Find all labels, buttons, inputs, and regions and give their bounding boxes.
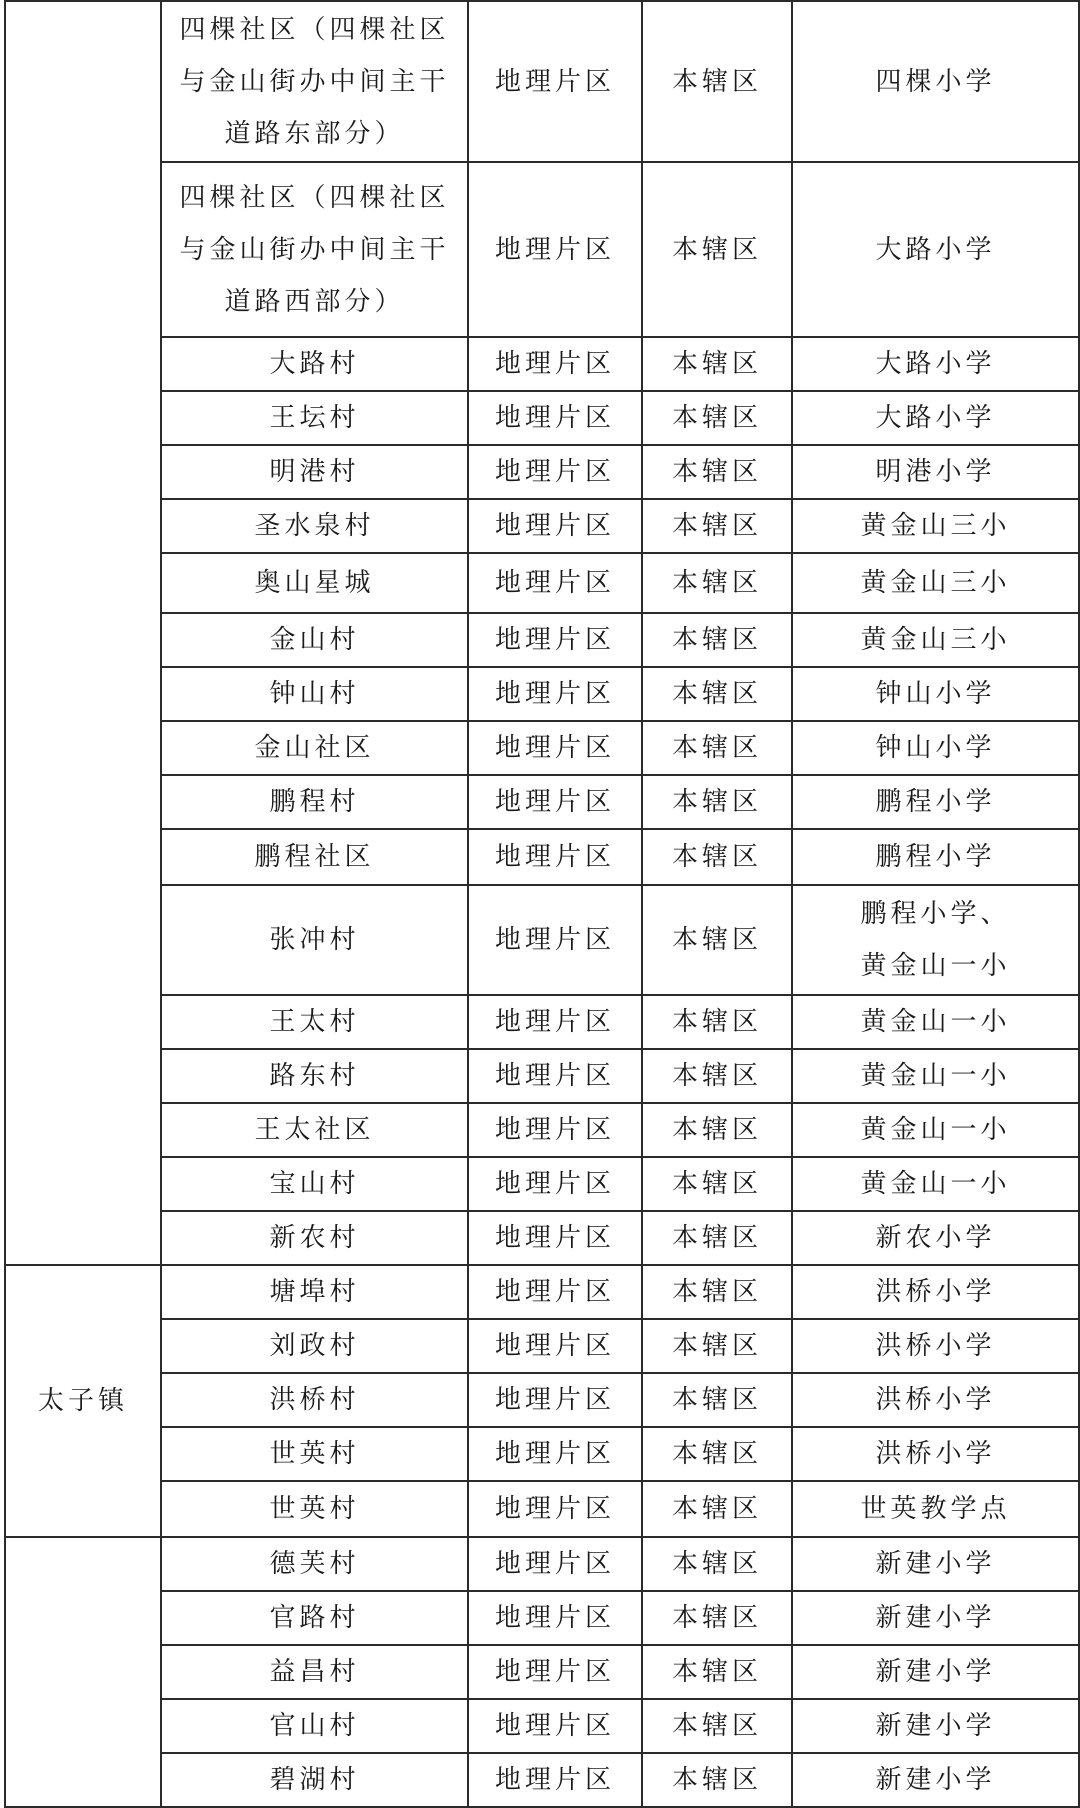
school-district-table: [4, 0, 1080, 1808]
school-cell-line: 新建小学: [875, 1603, 996, 1633]
community-cell-line: 官山村: [269, 1711, 360, 1741]
zone-type-cell: 地理片区: [468, 1537, 642, 1591]
school-cell: [792, 1, 1079, 162]
zone-type-cell: 地理片区: [468, 995, 642, 1049]
zone-type-cell: 地理片区: [468, 1103, 642, 1157]
community-cell: [161, 1645, 468, 1699]
community-cell: [161, 337, 468, 391]
district-cell: 本辖区: [642, 1049, 792, 1103]
community-cell-line: 鹏程村: [269, 787, 360, 817]
school-cell: [792, 445, 1079, 499]
zone-type-cell: 地理片区: [468, 613, 642, 667]
district-cell: 本辖区: [642, 995, 792, 1049]
school-cell-line: 四棵小学: [875, 66, 996, 97]
community-cell: [161, 1591, 468, 1645]
zone-type-cell: 地理片区: [468, 667, 642, 721]
community-cell-line: 鹏程社区: [254, 842, 375, 872]
school-cell-line: 黄金山一小: [860, 1061, 1011, 1091]
community-cell-line: 与金山街办中间主干: [179, 66, 450, 97]
district-cell: 本辖区: [642, 162, 792, 337]
zone-type-cell: 地理片区: [468, 775, 642, 829]
community-cell-line: 王太村: [269, 1007, 360, 1037]
district-cell: 本辖区: [642, 1699, 792, 1753]
zone-type-cell: 地理片区: [468, 1481, 642, 1537]
community-cell-line: 四棵社区（四棵社区: [179, 14, 450, 45]
table-row: [5, 1537, 1079, 1591]
school-cell: [792, 829, 1079, 885]
zone-type-cell: 地理片区: [468, 1753, 642, 1807]
community-cell-line: 王坛村: [269, 403, 360, 433]
school-cell-line: 新建小学: [875, 1549, 996, 1579]
community-cell: [161, 721, 468, 775]
community-cell: [161, 885, 468, 995]
zone-type-cell: 地理片区: [468, 391, 642, 445]
district-cell: 本辖区: [642, 1753, 792, 1807]
table-row: [5, 667, 1079, 721]
community-cell-line: 路东村: [269, 1061, 360, 1091]
zone-type-cell: 地理片区: [468, 1211, 642, 1265]
community-cell: [161, 667, 468, 721]
community-cell-line: 圣水泉村: [254, 511, 375, 541]
table-row: [5, 1, 1079, 162]
table-row: [5, 1645, 1079, 1699]
school-cell-line: 鹏程小学: [875, 842, 996, 872]
zone-type-cell: 地理片区: [468, 721, 642, 775]
school-cell-line: 黄金山三小: [860, 568, 1011, 598]
school-cell: [792, 1319, 1079, 1373]
zone-type-cell: 地理片区: [468, 1427, 642, 1481]
table-row: [5, 775, 1079, 829]
zone-type-cell: 地理片区: [468, 1, 642, 162]
community-cell: [161, 1265, 468, 1319]
community-cell: [161, 775, 468, 829]
table-row: [5, 337, 1079, 391]
community-cell-line: 张冲村: [269, 925, 360, 955]
table-row: [5, 1373, 1079, 1427]
zone-type-cell: 地理片区: [468, 1645, 642, 1699]
school-cell-line: 大路小学: [875, 403, 996, 433]
zone-type-cell: 地理片区: [468, 1157, 642, 1211]
table-row: [5, 391, 1079, 445]
district-cell: 本辖区: [642, 667, 792, 721]
community-cell-line: 与金山街办中间主干: [179, 234, 450, 265]
district-cell: 本辖区: [642, 1211, 792, 1265]
district-cell: 本辖区: [642, 1, 792, 162]
community-cell-line: 王太社区: [254, 1115, 375, 1145]
community-cell: [161, 1211, 468, 1265]
district-cell: 本辖区: [642, 499, 792, 553]
zone-type-cell: 地理片区: [468, 1265, 642, 1319]
community-cell: [161, 391, 468, 445]
community-cell-line: 奥山星城: [254, 568, 375, 598]
school-cell: [792, 162, 1079, 337]
school-cell-line: 钟山小学: [875, 679, 996, 709]
table-row: [5, 499, 1079, 553]
table-row: [5, 1157, 1079, 1211]
district-cell: 本辖区: [642, 553, 792, 613]
community-cell-line: 道路西部分）: [224, 286, 405, 317]
community-cell: [161, 1427, 468, 1481]
community-cell-line: 四棵社区（四棵社区: [179, 182, 450, 213]
community-cell: [161, 613, 468, 667]
community-cell-line: 道路东部分）: [224, 118, 405, 149]
table-row: [5, 829, 1079, 885]
school-cell: [792, 775, 1079, 829]
school-cell-line: 鹏程小学: [875, 787, 996, 817]
community-cell-line: 金山社区: [254, 733, 375, 763]
school-cell: [792, 885, 1079, 995]
table-row: [5, 445, 1079, 499]
table-row: [5, 1699, 1079, 1753]
district-cell: 本辖区: [642, 1319, 792, 1373]
school-cell-line: 新建小学: [875, 1765, 996, 1795]
community-cell-line: 新农村: [269, 1223, 360, 1253]
zone-type-cell: 地理片区: [468, 499, 642, 553]
school-cell: [792, 1645, 1079, 1699]
district-cell: 本辖区: [642, 1265, 792, 1319]
community-cell-line: 官路村: [269, 1603, 360, 1633]
district-cell: 本辖区: [642, 721, 792, 775]
school-cell: [792, 1427, 1079, 1481]
zone-type-cell: 地理片区: [468, 885, 642, 995]
table-row: [5, 995, 1079, 1049]
district-cell: 本辖区: [642, 1537, 792, 1591]
table-row: [5, 162, 1079, 337]
school-cell-line: 大路小学: [875, 349, 996, 379]
table-body: [5, 1, 1079, 1807]
school-cell-line: 洪桥小学: [875, 1385, 996, 1415]
community-cell-line: 世英村: [269, 1494, 360, 1524]
community-cell-line: 宝山村: [269, 1169, 360, 1199]
district-cell: 本辖区: [642, 613, 792, 667]
community-cell: [161, 1319, 468, 1373]
community-cell-line: 钟山村: [269, 679, 360, 709]
zone-type-cell: 地理片区: [468, 553, 642, 613]
school-cell: [792, 499, 1079, 553]
school-cell: [792, 1373, 1079, 1427]
town-cell: [5, 1537, 161, 1807]
school-cell-line: 新建小学: [875, 1711, 996, 1741]
table-row: [5, 553, 1079, 613]
table-row: [5, 1103, 1079, 1157]
school-cell: [792, 553, 1079, 613]
community-cell-line: 刘政村: [269, 1331, 360, 1361]
community-cell-line: 大路村: [269, 349, 360, 379]
community-cell: [161, 1049, 468, 1103]
school-cell: [792, 1699, 1079, 1753]
town-cell: [5, 1, 161, 1265]
school-cell: [792, 613, 1079, 667]
district-cell: 本辖区: [642, 885, 792, 995]
district-cell: 本辖区: [642, 1373, 792, 1427]
school-cell-line: 黄金山三小: [860, 625, 1011, 655]
table-row: [5, 1049, 1079, 1103]
community-cell-line: 塘埠村: [269, 1277, 360, 1307]
district-cell: 本辖区: [642, 445, 792, 499]
community-cell: [161, 162, 468, 337]
table-row: [5, 721, 1079, 775]
school-cell: [792, 1753, 1079, 1807]
community-cell: [161, 829, 468, 885]
school-cell: [792, 1049, 1079, 1103]
school-cell: [792, 1103, 1079, 1157]
community-cell: [161, 1481, 468, 1537]
school-cell-line: 黄金山一小: [860, 951, 1011, 981]
community-cell: [161, 995, 468, 1049]
community-cell: [161, 1373, 468, 1427]
table-row: [5, 1481, 1079, 1537]
table-row: [5, 1319, 1079, 1373]
school-cell: [792, 337, 1079, 391]
school-cell-line: 黄金山一小: [860, 1115, 1011, 1145]
table-row: [5, 1211, 1079, 1265]
school-cell-line: 鹏程小学、: [860, 899, 1011, 929]
school-cell: [792, 721, 1079, 775]
community-cell: [161, 1103, 468, 1157]
community-cell-line: 碧湖村: [269, 1765, 360, 1795]
district-cell: 本辖区: [642, 391, 792, 445]
district-cell: 本辖区: [642, 1591, 792, 1645]
table-row: [5, 1265, 1079, 1319]
community-cell: [161, 1753, 468, 1807]
school-cell: [792, 667, 1079, 721]
table-row: [5, 885, 1079, 995]
school-cell-line: 洪桥小学: [875, 1439, 996, 1469]
school-cell-line: 新农小学: [875, 1223, 996, 1253]
zone-type-cell: 地理片区: [468, 445, 642, 499]
zone-type-cell: 地理片区: [468, 1319, 642, 1373]
zone-type-cell: 地理片区: [468, 1699, 642, 1753]
zone-type-cell: 地理片区: [468, 1591, 642, 1645]
table-row: [5, 613, 1079, 667]
community-cell-line: 洪桥村: [269, 1385, 360, 1415]
community-cell-line: 世英村: [269, 1439, 360, 1469]
district-cell: 本辖区: [642, 775, 792, 829]
district-cell: 本辖区: [642, 1103, 792, 1157]
zone-type-cell: 地理片区: [468, 829, 642, 885]
school-cell-line: 洪桥小学: [875, 1277, 996, 1307]
community-cell: [161, 1537, 468, 1591]
community-cell: [161, 553, 468, 613]
zone-type-cell: 地理片区: [468, 162, 642, 337]
school-cell: [792, 1157, 1079, 1211]
table-row: [5, 1753, 1079, 1807]
community-cell-line: 益昌村: [269, 1657, 360, 1687]
town-cell: 太子镇: [5, 1265, 161, 1537]
community-cell: [161, 1157, 468, 1211]
community-cell: [161, 445, 468, 499]
school-cell: [792, 391, 1079, 445]
school-cell-line: 明港小学: [875, 457, 996, 487]
school-cell: [792, 1211, 1079, 1265]
school-cell: [792, 995, 1079, 1049]
district-cell: 本辖区: [642, 1427, 792, 1481]
zone-type-cell: 地理片区: [468, 1049, 642, 1103]
school-cell-line: 大路小学: [875, 234, 996, 265]
district-cell: 本辖区: [642, 1481, 792, 1537]
district-cell: 本辖区: [642, 1157, 792, 1211]
school-cell-line: 钟山小学: [875, 733, 996, 763]
school-cell-line: 黄金山三小: [860, 511, 1011, 541]
school-cell-line: 世英教学点: [860, 1494, 1011, 1524]
school-cell: [792, 1481, 1079, 1537]
community-cell: [161, 1, 468, 162]
district-cell: 本辖区: [642, 829, 792, 885]
school-cell-line: 黄金山一小: [860, 1007, 1011, 1037]
school-cell-line: 黄金山一小: [860, 1169, 1011, 1199]
school-cell: [792, 1537, 1079, 1591]
community-cell: [161, 1699, 468, 1753]
district-cell: 本辖区: [642, 1645, 792, 1699]
school-cell: [792, 1591, 1079, 1645]
community-cell-line: 明港村: [269, 457, 360, 487]
zone-type-cell: 地理片区: [468, 1373, 642, 1427]
district-cell: 本辖区: [642, 337, 792, 391]
community-cell-line: 德芙村: [269, 1549, 360, 1579]
school-cell-line: 洪桥小学: [875, 1331, 996, 1361]
table-row: [5, 1591, 1079, 1645]
community-cell: [161, 499, 468, 553]
school-cell-line: 新建小学: [875, 1657, 996, 1687]
school-cell: [792, 1265, 1079, 1319]
community-cell-line: 金山村: [269, 625, 360, 655]
table-row: [5, 1427, 1079, 1481]
zone-type-cell: 地理片区: [468, 337, 642, 391]
